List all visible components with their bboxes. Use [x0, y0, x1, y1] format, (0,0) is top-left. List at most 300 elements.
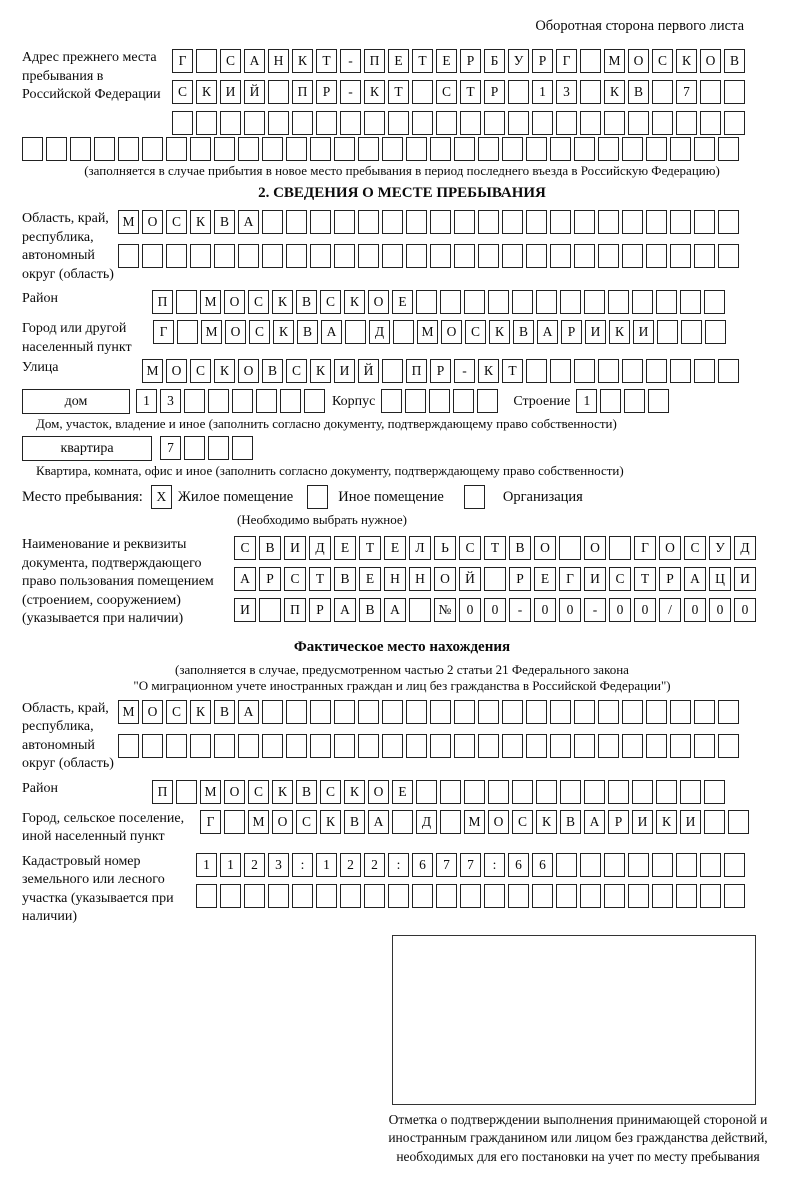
grid-cell[interactable]: [598, 734, 619, 758]
grid-cell[interactable]: [280, 389, 301, 413]
grid-cell[interactable]: С: [248, 290, 269, 314]
grid-cell[interactable]: [508, 111, 529, 135]
grid-cell[interactable]: [382, 700, 403, 724]
grid-cell[interactable]: [656, 780, 677, 804]
grid-cell[interactable]: [454, 210, 475, 234]
grid-cell[interactable]: [176, 780, 197, 804]
grid-cell[interactable]: [556, 884, 577, 908]
grid-cell[interactable]: [220, 884, 241, 908]
grid-cell[interactable]: Б: [484, 49, 505, 73]
grid-cell[interactable]: [196, 884, 217, 908]
grid-cell[interactable]: И: [334, 359, 355, 383]
grid-cell[interactable]: [598, 700, 619, 724]
grid-cell[interactable]: [118, 244, 139, 268]
grid-cell[interactable]: 2: [244, 853, 265, 877]
grid-cell[interactable]: С: [166, 210, 187, 234]
grid-cell[interactable]: [724, 853, 745, 877]
grid-cell[interactable]: [704, 290, 725, 314]
grid-cell[interactable]: [94, 137, 115, 161]
grid-cell[interactable]: Т: [460, 80, 481, 104]
grid-cell[interactable]: [670, 734, 691, 758]
grid-cell[interactable]: [728, 810, 749, 834]
grid-cell[interactable]: Д: [416, 810, 437, 834]
grid-cell[interactable]: [559, 536, 581, 560]
checkbox-other-premises[interactable]: [307, 485, 328, 509]
grid-cell[interactable]: А: [684, 567, 706, 591]
grid-cell[interactable]: В: [296, 290, 317, 314]
grid-cell[interactable]: [22, 137, 43, 161]
grid-cell[interactable]: [220, 111, 241, 135]
grid-cell[interactable]: Г: [172, 49, 193, 73]
grid-cell[interactable]: [560, 290, 581, 314]
grid-cell[interactable]: Т: [412, 49, 433, 73]
grid-cell[interactable]: [580, 111, 601, 135]
grid-cell[interactable]: [724, 884, 745, 908]
grid-cell[interactable]: [440, 810, 461, 834]
grid-cell[interactable]: [364, 884, 385, 908]
grid-cell[interactable]: [232, 436, 253, 460]
grid-cell[interactable]: [214, 137, 235, 161]
grid-cell[interactable]: [478, 700, 499, 724]
grid-cell[interactable]: С: [284, 567, 306, 591]
grid-cell[interactable]: [172, 111, 193, 135]
grid-cell[interactable]: [430, 700, 451, 724]
grid-cell[interactable]: [652, 80, 673, 104]
grid-cell[interactable]: [550, 700, 571, 724]
grid-cell[interactable]: И: [234, 598, 256, 622]
grid-cell[interactable]: 0: [684, 598, 706, 622]
grid-cell[interactable]: Т: [309, 567, 331, 591]
grid-cell[interactable]: Р: [532, 49, 553, 73]
grid-cell[interactable]: [382, 244, 403, 268]
grid-cell[interactable]: В: [334, 567, 356, 591]
grid-cell[interactable]: [460, 111, 481, 135]
grid-cell[interactable]: [316, 111, 337, 135]
grid-cell[interactable]: К: [489, 320, 510, 344]
grid-cell[interactable]: [464, 290, 485, 314]
grid-cell[interactable]: О: [142, 700, 163, 724]
grid-cell[interactable]: [412, 80, 433, 104]
grid-cell[interactable]: А: [244, 49, 265, 73]
grid-cell[interactable]: О: [628, 49, 649, 73]
grid-cell[interactable]: [118, 734, 139, 758]
grid-cell[interactable]: И: [584, 567, 606, 591]
grid-cell[interactable]: [526, 700, 547, 724]
grid-cell[interactable]: М: [464, 810, 485, 834]
grid-cell[interactable]: [184, 389, 205, 413]
grid-cell[interactable]: В: [296, 780, 317, 804]
grid-cell[interactable]: С: [436, 80, 457, 104]
grid-cell[interactable]: [142, 137, 163, 161]
grid-cell[interactable]: [646, 359, 667, 383]
grid-cell[interactable]: У: [709, 536, 731, 560]
grid-cell[interactable]: [340, 884, 361, 908]
grid-cell[interactable]: [598, 359, 619, 383]
grid-cell[interactable]: С: [190, 359, 211, 383]
grid-cell[interactable]: Р: [309, 598, 331, 622]
grid-cell[interactable]: [166, 244, 187, 268]
grid-cell[interactable]: [550, 137, 571, 161]
grid-cell[interactable]: [681, 320, 702, 344]
grid-cell[interactable]: [670, 700, 691, 724]
grid-cell[interactable]: [262, 210, 283, 234]
grid-cell[interactable]: [508, 80, 529, 104]
grid-cell[interactable]: [608, 780, 629, 804]
grid-cell[interactable]: И: [680, 810, 701, 834]
grid-cell[interactable]: 7: [676, 80, 697, 104]
grid-cell[interactable]: 0: [459, 598, 481, 622]
grid-cell[interactable]: Е: [359, 567, 381, 591]
grid-cell[interactable]: [704, 810, 725, 834]
grid-cell[interactable]: Й: [459, 567, 481, 591]
grid-cell[interactable]: [262, 137, 283, 161]
grid-cell[interactable]: В: [214, 210, 235, 234]
grid-cell[interactable]: [454, 734, 475, 758]
grid-cell[interactable]: П: [364, 49, 385, 73]
grid-cell[interactable]: О: [224, 780, 245, 804]
grid-cell[interactable]: 7: [460, 853, 481, 877]
grid-cell[interactable]: [166, 734, 187, 758]
grid-cell[interactable]: И: [632, 810, 653, 834]
grid-cell[interactable]: [718, 700, 739, 724]
grid-cell[interactable]: С: [234, 536, 256, 560]
grid-cell[interactable]: [718, 244, 739, 268]
grid-cell[interactable]: [718, 359, 739, 383]
grid-cell[interactable]: П: [152, 780, 173, 804]
grid-cell[interactable]: В: [359, 598, 381, 622]
grid-cell[interactable]: К: [273, 320, 294, 344]
grid-cell[interactable]: [345, 320, 366, 344]
grid-cell[interactable]: [512, 290, 533, 314]
grid-cell[interactable]: В: [259, 536, 281, 560]
grid-cell[interactable]: [622, 244, 643, 268]
grid-cell[interactable]: К: [190, 700, 211, 724]
grid-cell[interactable]: Ц: [709, 567, 731, 591]
grid-cell[interactable]: [358, 244, 379, 268]
grid-cell[interactable]: К: [310, 359, 331, 383]
grid-cell[interactable]: [478, 734, 499, 758]
grid-cell[interactable]: А: [334, 598, 356, 622]
grid-cell[interactable]: Г: [153, 320, 174, 344]
grid-cell[interactable]: [574, 244, 595, 268]
grid-cell[interactable]: [310, 210, 331, 234]
grid-cell[interactable]: 6: [508, 853, 529, 877]
grid-cell[interactable]: [718, 137, 739, 161]
grid-cell[interactable]: М: [201, 320, 222, 344]
grid-cell[interactable]: 7: [160, 436, 181, 460]
grid-cell[interactable]: М: [200, 290, 221, 314]
grid-cell[interactable]: [478, 137, 499, 161]
grid-cell[interactable]: О: [534, 536, 556, 560]
grid-cell[interactable]: Н: [268, 49, 289, 73]
grid-cell[interactable]: [208, 389, 229, 413]
grid-cell[interactable]: 3: [556, 80, 577, 104]
grid-cell[interactable]: [705, 320, 726, 344]
grid-cell[interactable]: Г: [200, 810, 221, 834]
grid-cell[interactable]: 6: [412, 853, 433, 877]
grid-cell[interactable]: И: [284, 536, 306, 560]
grid-cell[interactable]: [694, 359, 715, 383]
grid-cell[interactable]: П: [406, 359, 427, 383]
grid-cell[interactable]: О: [434, 567, 456, 591]
grid-cell[interactable]: [393, 320, 414, 344]
grid-cell[interactable]: [532, 111, 553, 135]
grid-cell[interactable]: [700, 853, 721, 877]
grid-cell[interactable]: П: [152, 290, 173, 314]
grid-cell[interactable]: [262, 244, 283, 268]
grid-cell[interactable]: М: [200, 780, 221, 804]
grid-cell[interactable]: О: [659, 536, 681, 560]
grid-cell[interactable]: [416, 290, 437, 314]
grid-cell[interactable]: [286, 700, 307, 724]
grid-cell[interactable]: [268, 80, 289, 104]
grid-cell[interactable]: [190, 734, 211, 758]
grid-cell[interactable]: -: [584, 598, 606, 622]
grid-cell[interactable]: [190, 137, 211, 161]
grid-cell[interactable]: [694, 244, 715, 268]
grid-cell[interactable]: [484, 884, 505, 908]
grid-cell[interactable]: [700, 884, 721, 908]
grid-cell[interactable]: [580, 49, 601, 73]
grid-cell[interactable]: -: [454, 359, 475, 383]
grid-cell[interactable]: Т: [502, 359, 523, 383]
grid-cell[interactable]: О: [238, 359, 259, 383]
grid-cell[interactable]: [429, 389, 450, 413]
grid-cell[interactable]: 3: [160, 389, 181, 413]
grid-cell[interactable]: О: [584, 536, 606, 560]
grid-cell[interactable]: [622, 734, 643, 758]
grid-cell[interactable]: [652, 884, 673, 908]
grid-cell[interactable]: [574, 359, 595, 383]
grid-cell[interactable]: Е: [384, 536, 406, 560]
grid-cell[interactable]: [70, 137, 91, 161]
grid-cell[interactable]: [382, 137, 403, 161]
grid-cell[interactable]: К: [604, 80, 625, 104]
grid-cell[interactable]: [622, 700, 643, 724]
grid-cell[interactable]: [526, 244, 547, 268]
grid-cell[interactable]: Р: [509, 567, 531, 591]
grid-cell[interactable]: [358, 210, 379, 234]
grid-cell[interactable]: [454, 137, 475, 161]
grid-cell[interactable]: [334, 210, 355, 234]
grid-cell[interactable]: К: [320, 810, 341, 834]
grid-cell[interactable]: [560, 780, 581, 804]
grid-cell[interactable]: Р: [316, 80, 337, 104]
grid-cell[interactable]: [358, 734, 379, 758]
grid-cell[interactable]: Р: [659, 567, 681, 591]
grid-cell[interactable]: [574, 137, 595, 161]
grid-cell[interactable]: -: [340, 49, 361, 73]
grid-cell[interactable]: [334, 137, 355, 161]
grid-cell[interactable]: [316, 884, 337, 908]
grid-cell[interactable]: 0: [559, 598, 581, 622]
grid-cell[interactable]: [670, 137, 691, 161]
grid-cell[interactable]: С: [249, 320, 270, 344]
grid-cell[interactable]: [646, 700, 667, 724]
grid-cell[interactable]: 1: [316, 853, 337, 877]
grid-cell[interactable]: Й: [244, 80, 265, 104]
grid-cell[interactable]: [364, 111, 385, 135]
grid-cell[interactable]: [440, 290, 461, 314]
grid-cell[interactable]: [648, 389, 669, 413]
grid-cell[interactable]: [628, 853, 649, 877]
grid-cell[interactable]: [382, 359, 403, 383]
grid-cell[interactable]: [502, 210, 523, 234]
grid-cell[interactable]: [436, 111, 457, 135]
grid-cell[interactable]: [652, 111, 673, 135]
grid-cell[interactable]: [652, 853, 673, 877]
grid-cell[interactable]: Р: [460, 49, 481, 73]
grid-cell[interactable]: С: [172, 80, 193, 104]
grid-cell[interactable]: Р: [608, 810, 629, 834]
grid-cell[interactable]: В: [724, 49, 745, 73]
grid-cell[interactable]: [724, 111, 745, 135]
grid-cell[interactable]: [406, 700, 427, 724]
grid-cell[interactable]: А: [238, 210, 259, 234]
grid-cell[interactable]: Д: [309, 536, 331, 560]
grid-cell[interactable]: [694, 734, 715, 758]
grid-cell[interactable]: [502, 244, 523, 268]
grid-cell[interactable]: [646, 137, 667, 161]
grid-cell[interactable]: Г: [559, 567, 581, 591]
grid-cell[interactable]: [604, 853, 625, 877]
grid-cell[interactable]: 1: [196, 853, 217, 877]
checkbox-residential[interactable]: X: [151, 485, 172, 509]
grid-cell[interactable]: [430, 137, 451, 161]
grid-cell[interactable]: 1: [136, 389, 157, 413]
grid-cell[interactable]: В: [509, 536, 531, 560]
grid-cell[interactable]: А: [234, 567, 256, 591]
grid-cell[interactable]: С: [248, 780, 269, 804]
grid-cell[interactable]: [502, 734, 523, 758]
grid-cell[interactable]: В: [262, 359, 283, 383]
grid-cell[interactable]: [406, 244, 427, 268]
grid-cell[interactable]: [382, 210, 403, 234]
grid-cell[interactable]: [676, 884, 697, 908]
grid-cell[interactable]: [142, 244, 163, 268]
grid-cell[interactable]: -: [340, 80, 361, 104]
grid-cell[interactable]: Т: [316, 49, 337, 73]
grid-cell[interactable]: К: [272, 780, 293, 804]
grid-cell[interactable]: [388, 884, 409, 908]
grid-cell[interactable]: 2: [340, 853, 361, 877]
grid-cell[interactable]: О: [368, 780, 389, 804]
grid-cell[interactable]: [574, 734, 595, 758]
grid-cell[interactable]: [526, 210, 547, 234]
grid-cell[interactable]: Т: [359, 536, 381, 560]
grid-cell[interactable]: [624, 389, 645, 413]
grid-cell[interactable]: [406, 210, 427, 234]
grid-cell[interactable]: [304, 389, 325, 413]
grid-cell[interactable]: [464, 780, 485, 804]
grid-cell[interactable]: К: [214, 359, 235, 383]
grid-cell[interactable]: В: [628, 80, 649, 104]
grid-cell[interactable]: [310, 734, 331, 758]
grid-cell[interactable]: [430, 244, 451, 268]
grid-cell[interactable]: С: [684, 536, 706, 560]
grid-cell[interactable]: Е: [388, 49, 409, 73]
grid-cell[interactable]: К: [196, 80, 217, 104]
grid-cell[interactable]: [392, 810, 413, 834]
grid-cell[interactable]: [224, 810, 245, 834]
grid-cell[interactable]: [46, 137, 67, 161]
grid-cell[interactable]: [512, 780, 533, 804]
grid-cell[interactable]: [488, 290, 509, 314]
grid-cell[interactable]: [526, 734, 547, 758]
grid-cell[interactable]: [232, 389, 253, 413]
grid-cell[interactable]: С: [320, 290, 341, 314]
grid-cell[interactable]: Е: [392, 290, 413, 314]
grid-cell[interactable]: :: [292, 853, 313, 877]
grid-cell[interactable]: И: [734, 567, 756, 591]
grid-cell[interactable]: [700, 80, 721, 104]
grid-cell[interactable]: К: [272, 290, 293, 314]
grid-cell[interactable]: М: [248, 810, 269, 834]
grid-cell[interactable]: [412, 884, 433, 908]
grid-cell[interactable]: [388, 111, 409, 135]
grid-cell[interactable]: [416, 780, 437, 804]
grid-cell[interactable]: К: [609, 320, 630, 344]
grid-cell[interactable]: И: [633, 320, 654, 344]
grid-cell[interactable]: [166, 137, 187, 161]
grid-cell[interactable]: 7: [436, 853, 457, 877]
grid-cell[interactable]: [676, 111, 697, 135]
grid-cell[interactable]: [628, 111, 649, 135]
grid-cell[interactable]: 0: [734, 598, 756, 622]
grid-cell[interactable]: [502, 137, 523, 161]
grid-cell[interactable]: [286, 244, 307, 268]
grid-cell[interactable]: [622, 137, 643, 161]
grid-cell[interactable]: С: [220, 49, 241, 73]
grid-cell[interactable]: [598, 210, 619, 234]
grid-cell[interactable]: [676, 853, 697, 877]
grid-cell[interactable]: [238, 244, 259, 268]
grid-cell[interactable]: [286, 734, 307, 758]
grid-cell[interactable]: М: [417, 320, 438, 344]
grid-cell[interactable]: 1: [532, 80, 553, 104]
grid-cell[interactable]: [550, 210, 571, 234]
grid-cell[interactable]: [196, 111, 217, 135]
grid-cell[interactable]: [584, 290, 605, 314]
grid-cell[interactable]: [382, 734, 403, 758]
grid-cell[interactable]: 1: [576, 389, 597, 413]
grid-cell[interactable]: А: [238, 700, 259, 724]
grid-cell[interactable]: 0: [709, 598, 731, 622]
grid-cell[interactable]: [454, 700, 475, 724]
grid-cell[interactable]: К: [536, 810, 557, 834]
grid-cell[interactable]: 1: [220, 853, 241, 877]
grid-cell[interactable]: Е: [334, 536, 356, 560]
grid-cell[interactable]: С: [652, 49, 673, 73]
grid-cell[interactable]: [310, 244, 331, 268]
grid-cell[interactable]: [600, 389, 621, 413]
grid-cell[interactable]: [453, 389, 474, 413]
grid-cell[interactable]: В: [214, 700, 235, 724]
grid-cell[interactable]: О: [700, 49, 721, 73]
grid-cell[interactable]: П: [292, 80, 313, 104]
grid-cell[interactable]: [286, 210, 307, 234]
grid-cell[interactable]: [598, 244, 619, 268]
grid-cell[interactable]: О: [368, 290, 389, 314]
grid-cell[interactable]: [268, 111, 289, 135]
grid-cell[interactable]: [574, 700, 595, 724]
grid-cell[interactable]: С: [286, 359, 307, 383]
grid-cell[interactable]: К: [292, 49, 313, 73]
grid-cell[interactable]: [244, 884, 265, 908]
grid-cell[interactable]: О: [272, 810, 293, 834]
grid-cell[interactable]: [604, 111, 625, 135]
grid-cell[interactable]: [646, 244, 667, 268]
